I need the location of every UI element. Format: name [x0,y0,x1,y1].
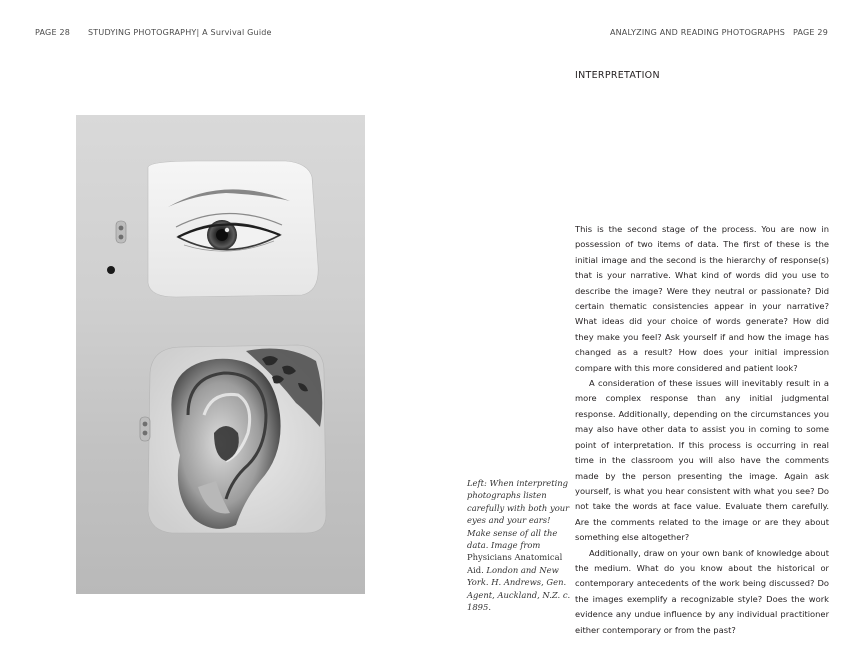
body-paragraph: A consideration of these issues will inevitably result in a more complex response than any initial judgmental response. Additionally, depending on the circumstances you may also have other data to assist you in coming to some point of interpretation. If this process is occurring in real time in the classroom you will also have the comments made by the person presenting the image. Again ask yourself, is what you hear consistent with what you see? Do not take the words at face value. Evaluate them carefully. Are the comments related to the image or are they about something else altogether? [575,378,829,543]
caption-source-title: Physicians Anatomical Aid. [467,552,563,575]
right-running-header [610,28,828,37]
body-paragraph: This is the second stage of the process. You are now in possession of two items of data. The first of these is the initial image and the second is the hierarchy of response(s) that is your narrative. What kind of words did you use to describe the image? Were they neutral or passionate? Did certain thematic consistencies appear in your narrative? What ideas did your choice of words generate? How did they make you feel? Ask yourself if and how the image has changed as a result? How does your initial impression compare with this more considered and patient look? [575,224,829,373]
slide-tab-lower [140,417,150,441]
section-heading: INTERPRETATION [575,70,660,81]
slide-tab-upper [116,221,126,243]
rivet-dot [107,266,115,274]
left-running-header [35,28,272,37]
plate-illustration [76,115,365,594]
caption-text-2: London and New York. H. Andrews, Gen. Agent, Auckland, N.Z. c. 1895. [467,564,571,613]
eye-and-ear-plate-image [76,115,365,594]
eye-card [148,161,318,297]
caption-text-1: Left: When interpreting photographs listen carefully with both your eyes and your ears! Make sense of all the data. Image from [467,478,570,551]
image-caption [467,477,571,613]
book-title: STUDYING PHOTOGRAPHY [88,28,197,37]
body-paragraph: Additionally, draw on your own bank of knowledge about the medium. What do you know about the historical or contemporary antecedents of the work being discussed? Do the images exemplify a recognizable style? Does the work evidence any undue influence by any individual practitioner either contemporary or from the past? [575,547,829,635]
left-page-number: PAGE 28 [35,28,71,37]
body-text [575,222,829,638]
ear-card [148,345,326,533]
right-page-number: PAGE 29 [792,28,828,37]
book-subtitle: | A Survival Guide [196,28,272,37]
chapter-title: ANALYZING AND READING PHOTOGRAPHS [609,28,785,37]
